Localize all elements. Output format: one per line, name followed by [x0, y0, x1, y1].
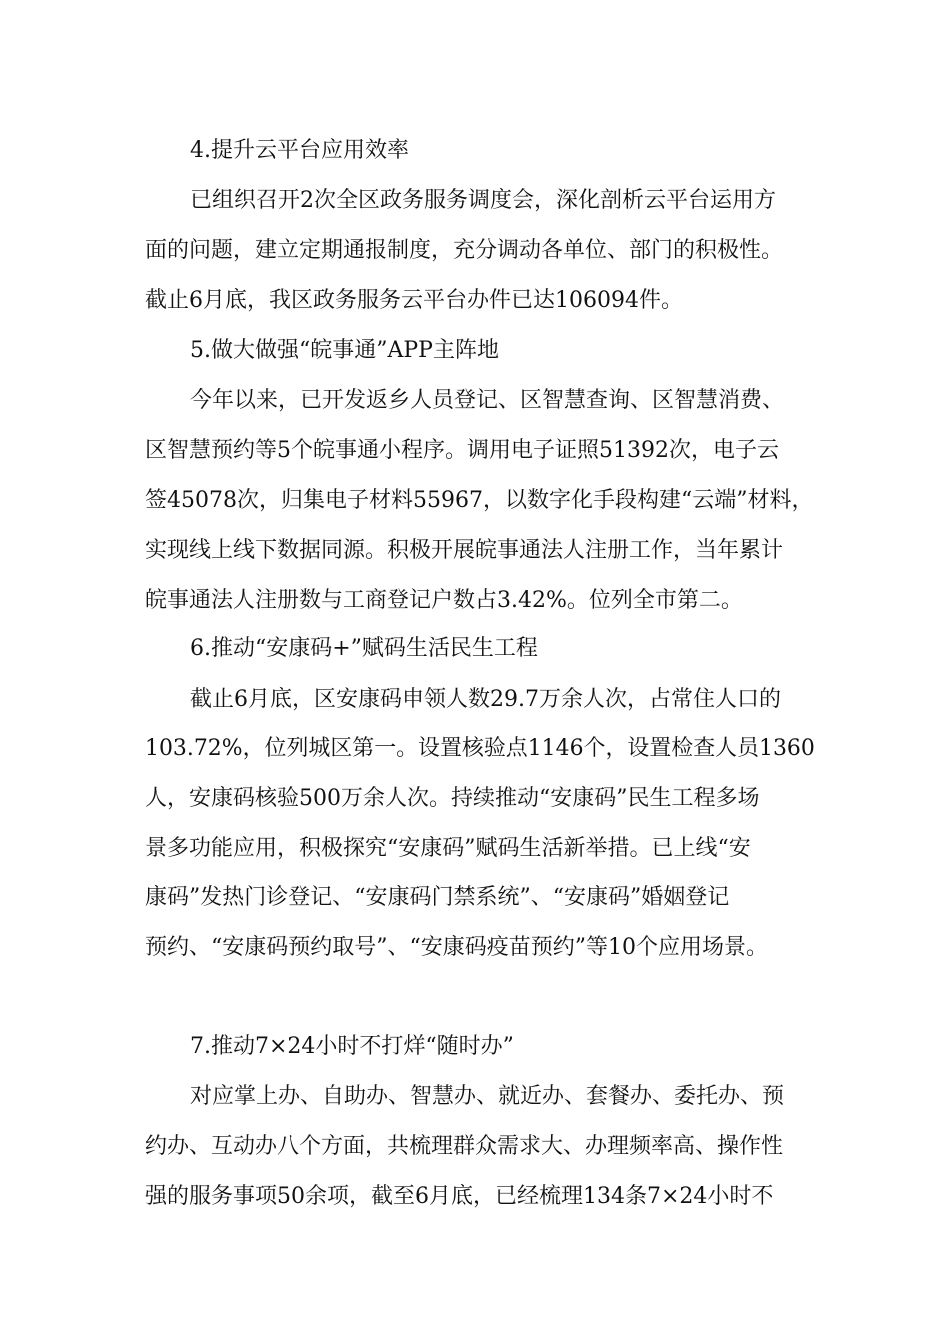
- section-4-line-1: 已组织召开2次全区政务服务调度会，深化剖析云平台运用方: [190, 188, 776, 213]
- section-5-heading: 5.做大做强“皖事通”APP主阵地: [190, 338, 499, 363]
- section-5-line-2: 区智慧预约等5个皖事通小程序。调用电子证照51392次，电子云: [145, 438, 779, 463]
- section-5-line-1: 今年以来，已开发返乡人员登记、区智慧查询、区智慧消费、: [190, 388, 785, 413]
- section-6-line-6: 预约、“安康码预约取号”、“安康码疫苗预约”等10个应用场景。: [145, 935, 768, 960]
- section-5-line-5: 皖事通法人注册数与工商登记户数占3.42%。位列全市第二。: [145, 588, 743, 613]
- section-5-line-3: 签45078次，归集电子材料55967，以数字化手段构建“云端”材料，: [145, 488, 814, 513]
- section-7-line-3: 强的服务事项50余项，截至6月底，已经梳理134条7×24小时不: [145, 1184, 774, 1209]
- section-7-line-2: 约办、互动办八个方面，共梳理群众需求大、办理频率高、操作性: [145, 1134, 784, 1159]
- section-6-line-2: 103.72%，位列城区第一。设置核验点1146个，设置检查人员1360: [145, 736, 815, 761]
- section-4-line-2: 面的问题，建立定期通报制度，充分调动各单位、部门的积极性。: [145, 238, 784, 263]
- section-6-line-1: 截止6月底，区安康码申领人数29.7万余人次，占常住人口的: [190, 687, 781, 712]
- section-5-line-4: 实现线上线下数据同源。积极开展皖事通法人注册工作，当年累计: [145, 538, 784, 563]
- section-6-line-3: 人，安康码核验500万余人次。持续推动“安康码”民生工程多场: [145, 786, 760, 811]
- section-6-line-4: 景多功能应用，积极探究“安康码”赋码生活新举措。已上线“安: [145, 836, 751, 861]
- section-6-heading: 6.推动“安康码+”赋码生活民生工程: [190, 636, 538, 661]
- section-6-line-5: 康码”发热门诊登记、“安康码门禁系统”、“安康码”婚姻登记: [145, 885, 730, 910]
- section-7-line-1: 对应掌上办、自助办、智慧办、就近办、套餐办、委托办、预: [190, 1084, 785, 1109]
- section-7-heading: 7.推动7×24小时不打烊“随时办”: [190, 1034, 514, 1059]
- section-4-line-3: 截止6月底，我区政务服务云平台办件已达106094件。: [145, 288, 683, 313]
- section-4-heading: 4.提升云平台应用效率: [190, 138, 409, 163]
